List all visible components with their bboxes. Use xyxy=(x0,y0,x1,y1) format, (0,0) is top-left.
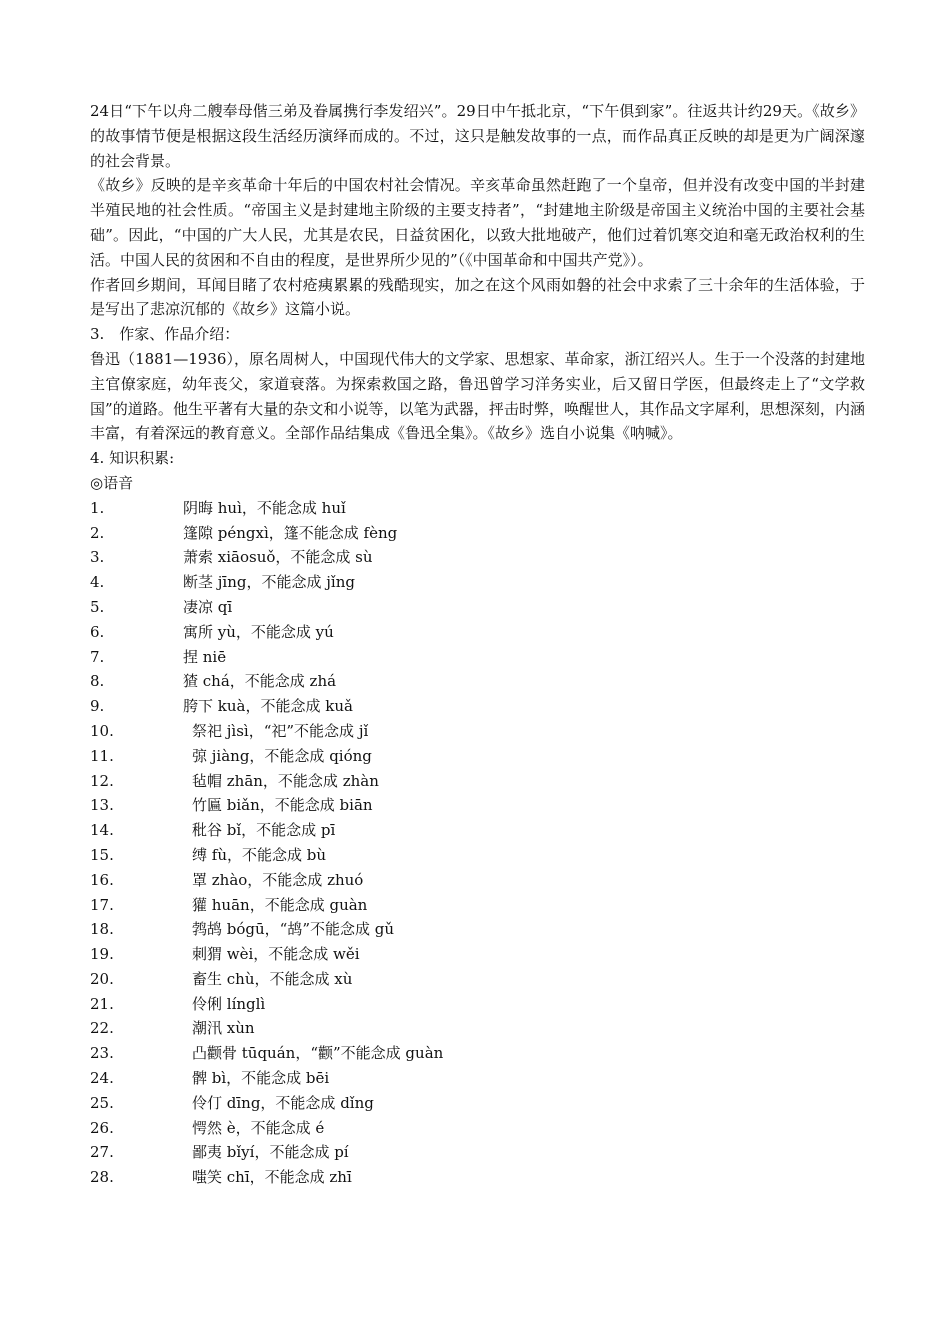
list-item-number: 22. xyxy=(90,1019,114,1038)
list-item-number: 27. xyxy=(90,1143,114,1162)
list-item xyxy=(90,545,865,570)
list-item-text: 竹匾 biǎn，不能念成 biān xyxy=(192,796,373,815)
list-item xyxy=(90,769,865,794)
list-item-number: 12. xyxy=(90,771,114,790)
list-item-text: 猹 chá，不能念成 zhá xyxy=(183,672,337,691)
list-item xyxy=(90,1091,865,1116)
list-item xyxy=(90,744,865,769)
list-item xyxy=(90,967,865,992)
pronunciation-subheading: ◎语音 xyxy=(90,473,134,492)
list-item xyxy=(90,1165,865,1190)
list-item-number: 15. xyxy=(90,845,114,864)
list-item-text: 弶 jiàng，不能念成 qióng xyxy=(192,746,372,765)
list-item xyxy=(90,1066,865,1091)
list-item-text: 嗤笑 chī，不能念成 zhī xyxy=(192,1168,352,1187)
list-item-text: 獾 huān，不能念成 guàn xyxy=(192,895,368,914)
list-item xyxy=(90,793,865,818)
list-item xyxy=(90,645,865,670)
list-item-number: 10. xyxy=(90,721,114,740)
list-item-text: 秕谷 bǐ，不能念成 pī xyxy=(192,821,336,840)
list-item-text: 断茎 jīng，不能念成 jǐng xyxy=(183,573,355,592)
list-item-number: 6. xyxy=(90,622,105,641)
list-item xyxy=(90,843,865,868)
list-item-number: 1. xyxy=(90,498,105,517)
list-item-number: 18. xyxy=(90,920,114,939)
list-item-text: 祭祀 jìsì，“祀”不能念成 jǐ xyxy=(192,721,369,740)
list-item-text: 髀 bì，不能念成 bēi xyxy=(192,1069,330,1088)
list-item xyxy=(90,620,865,645)
list-item xyxy=(90,1140,865,1165)
list-item xyxy=(90,992,865,1017)
list-item-number: 13. xyxy=(90,796,114,815)
list-item-text: 寓所 yù，不能念成 yú xyxy=(183,622,334,641)
section-3-body: 鲁迅（1881—1936），原名周树人，中国现代伟大的文学家、思想家、革命家，浙江绍兴人。生于一个没落的封建地主官僚家庭，幼年丧父，家道衰落。为探索救国之路，鲁迅曾学习洋务实业，后又留日学医，但最终走上了“文学救国”的道路。他生平著有大量的杂文和小说等，以笔为武器，抨击时弊，唤醒世人，其作品文字犀利，思想深刻，内涵丰富，有着深远的教育意义。全部作品结集成《鲁迅全集》。《故乡》选自小说集《呐喊》。 xyxy=(90,349,865,443)
list-item-text: 凄凉 qī xyxy=(183,597,233,616)
list-item-number: 17. xyxy=(90,895,114,914)
list-item-text: 罩 zhào，不能念成 zhuó xyxy=(192,870,364,889)
list-item-text: 胯下 kuà，不能念成 kuǎ xyxy=(183,697,353,716)
list-item-number: 23. xyxy=(90,1044,114,1063)
list-item xyxy=(90,1016,865,1041)
list-item xyxy=(90,942,865,967)
list-item xyxy=(90,1041,865,1066)
list-item-text: 畜生 chù，不能念成 xù xyxy=(192,969,353,988)
list-item-text: 毡帽 zhān，不能念成 zhàn xyxy=(192,771,379,790)
list-item-number: 16. xyxy=(90,870,114,889)
list-item-number: 4. xyxy=(90,573,105,592)
list-item-text: 鄙夷 bǐyí，不能念成 pí xyxy=(192,1143,349,1162)
list-item xyxy=(90,893,865,918)
list-item xyxy=(90,818,865,843)
list-item-number: 20. xyxy=(90,969,114,988)
list-item-number: 21. xyxy=(90,994,114,1013)
list-item-number: 3. xyxy=(90,548,105,567)
list-item xyxy=(90,917,865,942)
list-item xyxy=(90,595,865,620)
list-item xyxy=(90,1116,865,1141)
list-item-number: 9. xyxy=(90,697,105,716)
paragraph-author-experience: 作者回乡期间，耳闻目睹了农村疮痍累累的残酷现实，加之在这个风雨如磐的社会中求索了三十余年的生活体验，于是写出了悲凉沉郁的《故乡》这篇小说。 xyxy=(90,275,865,319)
list-item-text: 捏 niē xyxy=(183,647,227,666)
list-item-text: 伶仃 dīng，不能念成 dǐng xyxy=(192,1093,374,1112)
list-item-text: 萧索 xiāosuǒ，不能念成 sù xyxy=(183,548,373,567)
list-item-text: 篷隙 péngxì，篷不能念成 fèng xyxy=(183,523,398,542)
list-item-number: 8. xyxy=(90,672,105,691)
list-item xyxy=(90,570,865,595)
list-item-text: 刺猬 wèi，不能念成 wěi xyxy=(192,945,360,964)
list-item xyxy=(90,719,865,744)
list-item-number: 11. xyxy=(90,746,114,765)
list-item-number: 2. xyxy=(90,523,105,542)
list-item-number: 5. xyxy=(90,597,105,616)
document-page xyxy=(90,99,865,1190)
section-4-heading: 4. 知识积累: xyxy=(90,449,175,468)
list-item xyxy=(90,521,865,546)
list-item-text: 凸颧骨 tūquán，“颧”不能念成 guàn xyxy=(192,1044,444,1063)
list-item-number: 24. xyxy=(90,1069,114,1088)
pronunciation-list xyxy=(90,496,865,1190)
list-item-text: 阴晦 huì，不能念成 huǐ xyxy=(183,498,346,517)
list-item-number: 19. xyxy=(90,945,114,964)
paragraph-journey: 24日“下午以舟二艘奉母偕三弟及眷属携行李发绍兴”。29日中午抵北京，“下午俱到家”。往返共计约29天。《故乡》的故事情节便是根据这段生活经历演绎而成的。不过，这只是触发故事的一点，而作品真正反映的却是更为广阔深邃的社会背景。 xyxy=(90,102,865,170)
list-item-number: 14. xyxy=(90,821,114,840)
list-item-text: 缚 fù，不能念成 bù xyxy=(192,845,327,864)
list-item-number: 28. xyxy=(90,1168,114,1187)
list-item-text: 鹁鸪 bógū，“鸪”不能念成 gǔ xyxy=(192,920,395,939)
section-3-heading: 3. 作家、作品介绍： xyxy=(90,325,240,344)
list-item-text: 潮汛 xùn xyxy=(192,1019,255,1038)
list-item-text: 伶俐 línglì xyxy=(192,994,266,1013)
list-item xyxy=(90,669,865,694)
list-item xyxy=(90,496,865,521)
list-item-text: 愕然 è，不能念成 é xyxy=(192,1118,325,1137)
list-item xyxy=(90,868,865,893)
list-item xyxy=(90,694,865,719)
paragraph-background: 《故乡》反映的是辛亥革命十年后的中国农村社会情况。辛亥革命虽然赶跑了一个皇帝，但并没有改变中国的半封建半殖民地的社会性质。“帝国主义是封建地主阶级的主要支持者”，“封建地主阶级是帝国主义统治中国的主要社会基础”。因此，“中国的广大人民，尤其是农民，日益贫困化，以致大批地破产，他们过着饥寒交迫和毫无政治权利的生活。中国人民的贫困和不自由的程度，是世界所少见的”（《中国革命和中国共产党》）。 xyxy=(90,176,865,269)
list-item-number: 26. xyxy=(90,1118,114,1137)
list-item-number: 7. xyxy=(90,647,105,666)
list-item-number: 25. xyxy=(90,1093,114,1112)
